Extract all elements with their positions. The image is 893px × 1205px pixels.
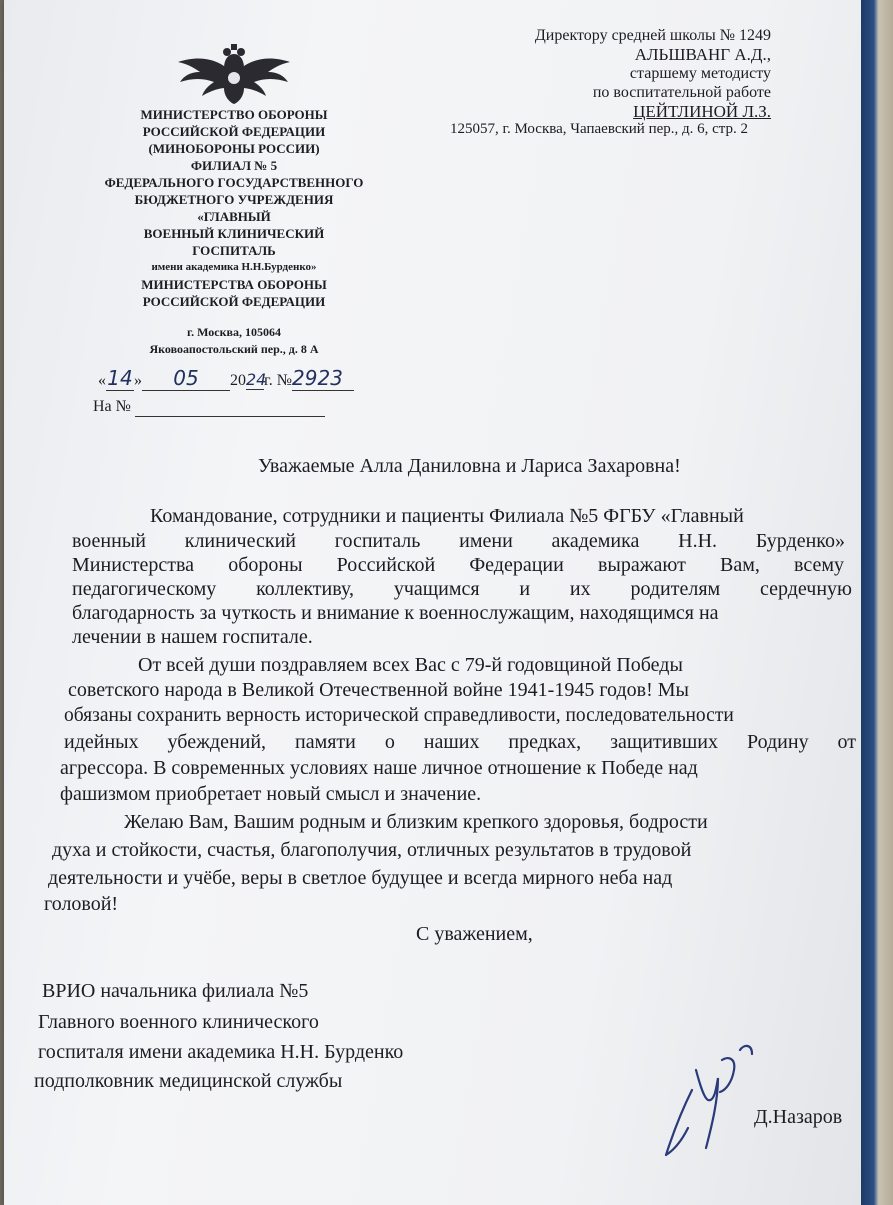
letterhead-line: РОССИЙСКОЙ ФЕДЕРАЦИИ bbox=[142, 124, 326, 139]
signatory-line: Главного военного клинического bbox=[38, 1011, 319, 1033]
body-line: Желаю Вам, Вашим родным и близким крепкого здоровья, бодрости bbox=[124, 811, 708, 833]
body-line: агрессора. В современных условиях наше личное отношение к Победе над bbox=[60, 757, 698, 779]
recipient-line: АЛЬШВАНГ А.Д., bbox=[634, 45, 771, 64]
letterhead-line: ФЕДЕРАЛЬНОГО ГОСУДАРСТВЕННОГО bbox=[104, 175, 364, 190]
greeting: Уважаемые Алла Даниловна и Лариса Захаровна! bbox=[258, 455, 681, 477]
closing: С уважением, bbox=[416, 923, 533, 945]
body-line: идейных убеждений, памяти о наших предках, защитивших Родину от bbox=[64, 731, 856, 753]
body-line: советского народа в Великой Отечественной войне 1941-1945 годов! Мы bbox=[68, 679, 689, 701]
body-line: благодарность за чуткость и внимание к военнослужащим, находящимся на bbox=[72, 602, 719, 624]
recipient-line: ЦЕЙТЛИНОЙ Л.З. bbox=[633, 102, 771, 121]
date-year: 24 bbox=[246, 370, 267, 389]
letter-page bbox=[4, 0, 866, 1205]
recipient-block bbox=[535, 26, 771, 121]
reply-blank bbox=[135, 398, 325, 417]
reply-label: На № bbox=[93, 398, 131, 415]
letterhead-line: (МИНОБОРОНЫ РОССИИ) bbox=[148, 141, 320, 156]
body-line: обязаны сохранить верность исторической справедливости, последовательности bbox=[64, 705, 734, 726]
letterhead bbox=[104, 106, 364, 358]
body-line: военный клинический госпиталь имени академика Н.Н. Бурденко» bbox=[72, 530, 845, 552]
letterhead-line: БЮДЖЕТНОГО УЧРЕЖДЕНИЯ bbox=[134, 192, 334, 207]
body-line: духа и стойкости, счастья, благополучия, отличных результатов в трудовой bbox=[52, 839, 692, 861]
signatory-line: ВРИО начальника филиала №5 bbox=[42, 980, 309, 1002]
recipient-line: старшему методисту bbox=[629, 65, 771, 82]
eagle-emblem-icon bbox=[174, 44, 294, 106]
body-line: деятельности и учёбе, веры в светлое будущее и всегда мирного неба над bbox=[48, 867, 673, 889]
body-line: головой! bbox=[44, 893, 119, 915]
date-month: 05 bbox=[142, 366, 230, 391]
body-line: лечении в нашем госпитале. bbox=[72, 626, 313, 648]
handwritten-signature bbox=[652, 1030, 782, 1170]
date-open-quote: « bbox=[98, 372, 106, 389]
date-close-quote: » bbox=[134, 372, 142, 389]
letterhead-line: РОССИЙСКОЙ ФЕДЕРАЦИИ bbox=[142, 294, 326, 309]
letterhead-line: МИНИСТЕРСТВА ОБОРОНЫ bbox=[141, 277, 327, 292]
letterhead-city: г. Москва, 105064 bbox=[187, 325, 281, 339]
body-line: педагогическому коллективу, учащимся и их родителям сердечную bbox=[72, 578, 852, 600]
recipient-line: Директору средней школы № 1249 bbox=[534, 27, 771, 44]
body-line: От всей души поздравляем всех Вас с 79-й годовщиной Победы bbox=[138, 654, 683, 676]
letterhead-line: ВОЕННЫЙ КЛИНИЧЕСКИЙ bbox=[143, 226, 325, 241]
recipient-address: 125057, г. Москва, Чапаевский пер., д. 6, стр. 2 bbox=[450, 121, 749, 137]
letterhead-line: «ГЛАВНЫЙ bbox=[197, 209, 271, 224]
body-line: фашизмом приобретает новый смысл и значение. bbox=[60, 783, 482, 805]
letterhead-line: имени академика Н.Н.Бурденко» bbox=[151, 261, 317, 273]
registration-number: 2923 bbox=[292, 366, 354, 391]
date-day: 14 bbox=[107, 366, 133, 390]
signatory-line: госпиталя имени академика Н.Н. Бурденко bbox=[38, 1041, 404, 1063]
folder-edge bbox=[861, 0, 893, 1205]
body-line: Министерства обороны Российской Федерации выражают Вам, всему bbox=[72, 554, 844, 576]
date-year-suffix: г. № bbox=[264, 372, 293, 389]
body-line: Командование, сотрудники и пациенты Филиала №5 ФГБУ «Главный bbox=[150, 505, 744, 527]
letterhead-line: ФИЛИАЛ № 5 bbox=[190, 158, 278, 173]
date-year-prefix: 20 bbox=[230, 372, 246, 389]
letterhead-street: Яковоапостольский пер., д. 8 А bbox=[149, 342, 319, 356]
reply-ref bbox=[93, 398, 325, 417]
signatory-line: подполковник медицинской службы bbox=[34, 1070, 343, 1092]
letterhead-line: МИНИСТЕРСТВО ОБОРОНЫ bbox=[140, 107, 328, 122]
letterhead-line: ГОСПИТАЛЬ bbox=[192, 243, 276, 258]
signatory-name: Д.Назаров bbox=[754, 1106, 843, 1128]
registration-line bbox=[98, 366, 354, 391]
recipient-line: по воспитательной работе bbox=[592, 84, 771, 101]
